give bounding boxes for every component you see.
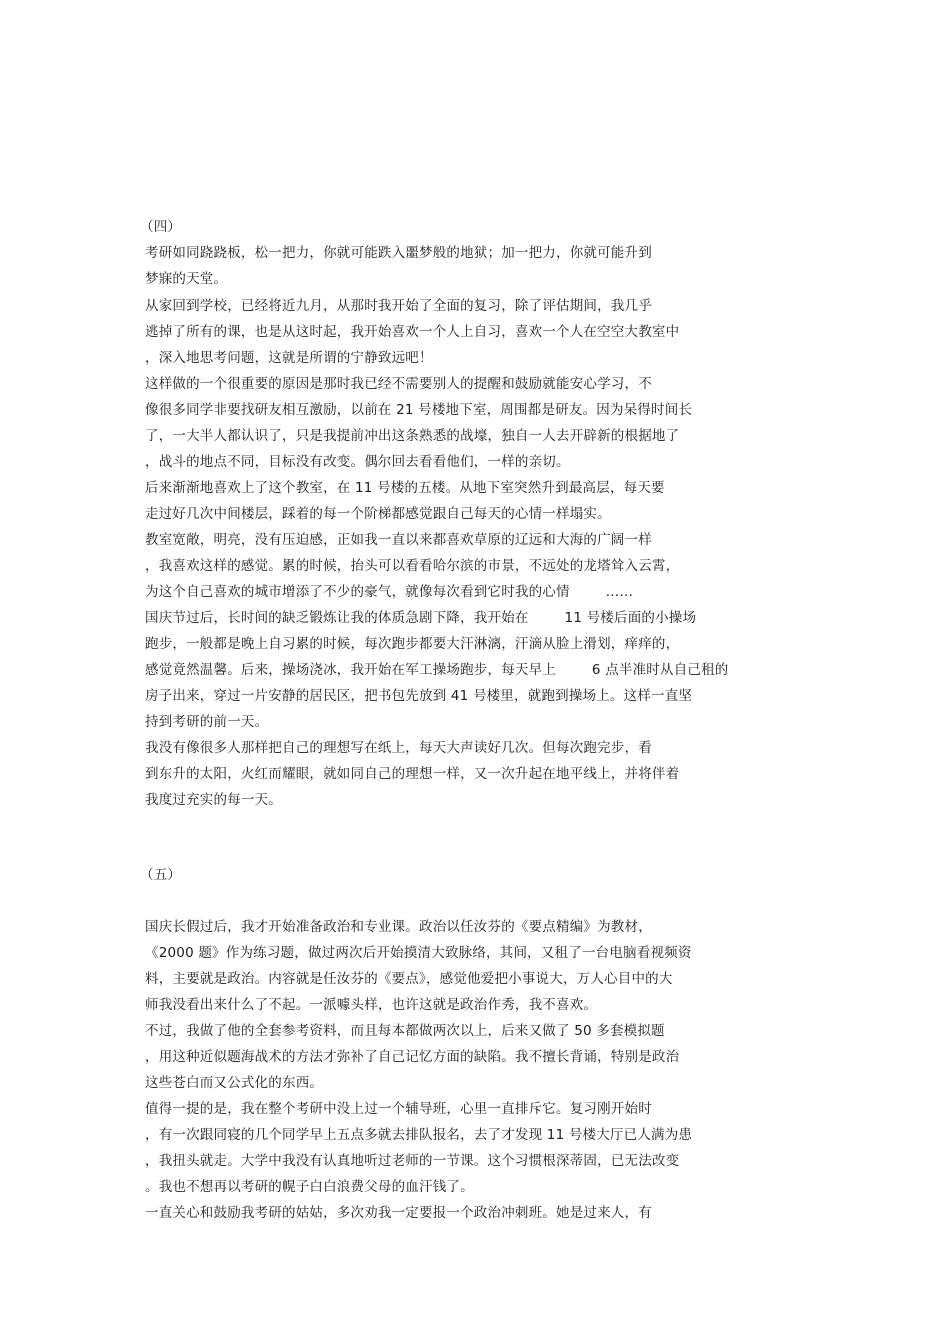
paragraph-line: 后来渐渐地喜欢上了这个教室，在 11 号楼的五楼。从地下室突然升到最高层，每天要 — [145, 480, 665, 496]
paragraph-line: 这样做的一个很重要的原因是那时我已经不需要别人的提醒和鼓励就能安心学习，不 — [145, 376, 652, 392]
paragraph-line: 感觉竟然温馨。后来，操场浇冰，我开始在军工操场跑步，每天早上 6 点半准时从自己租的 — [145, 662, 729, 678]
paragraph-line: 。我也不想再以考研的幌子白白浪费父母的血汗钱了。 — [145, 1179, 474, 1195]
paragraph-line: ，我喜欢这样的感觉。累的时候，抬头可以看看哈尔滨的市景，不远处的龙塔耸入云霄， — [145, 558, 680, 574]
paragraph-line: 逃掉了所有的课，也是从这时起，我开始喜欢一个人上自习，喜欢一个人在空空大教室中 — [145, 324, 680, 340]
paragraph-line: ，用这种近似题海战术的方法才弥补了自己记忆方面的缺陷。我不擅长背诵，特别是政治 — [145, 1049, 680, 1065]
paragraph-line: 我没有像很多人那样把自己的理想写在纸上，每天大声读好几次。但每次跑完步，看 — [145, 740, 652, 756]
paragraph-line: 持到考研的前一天。 — [145, 714, 269, 730]
paragraph-line: 我度过充实的每一天。 — [145, 792, 282, 808]
paragraph-line: 国庆节过后，长时间的缺乏锻炼让我的体质急剧下降，我开始在 11 号楼后面的小操场 — [145, 610, 697, 626]
paragraph-line: 房子出来，穿过一片安静的居民区，把书包先放到 41 号楼里，就跑到操场上。这样一直坚 — [145, 688, 693, 704]
paragraph-line: 值得一提的是，我在整个考研中没上过一个辅导班，心里一直排斥它。复习刚开始时 — [145, 1101, 652, 1117]
section-four-heading: （四） — [140, 219, 182, 235]
paragraph-line: 一直关心和鼓励我考研的姑姑，多次劝我一定要报一个政治冲刺班。她是过来人，有 — [145, 1205, 652, 1221]
paragraph-line: 为这个自己喜欢的城市增添了不少的豪气，就像每次看到它时我的心情 …… — [145, 584, 634, 600]
paragraph-line: ，有一次跟同寝的几个同学早上五点多就去排队报名，去了才发现 11 号楼大厅已人满为患 — [145, 1127, 693, 1143]
paragraph-line: 到东升的太阳，火红而耀眼，就如同自己的理想一样，又一次升起在地平线上，并将伴着 — [145, 766, 680, 782]
paragraph-line: ，我扭头就走。大学中我没有认真地听过老师的一节课。这个习惯根深蒂固，已无法改变 — [145, 1153, 680, 1169]
paragraph-line: 教室宽敞，明亮，没有压迫感，正如我一直以来都喜欢草原的辽远和大海的广阔一样 — [145, 532, 652, 548]
paragraph-line: 梦寐的天堂。 — [145, 271, 228, 287]
paragraph-line: ，战斗的地点不同，目标没有改变。偶尔回去看看他们，一样的亲切。 — [145, 454, 570, 470]
paragraph-line: 像很多同学非要找研友相互激励，以前在 21 号楼地下室，周围都是研友。因为呆得时间长 — [145, 402, 693, 418]
paragraph-line: 师我没看出来什么了不起。一派噱头样，也许这就是政治作秀，我不喜欢。 — [145, 997, 598, 1013]
paragraph-line: 跑步，一般都是晚上自习累的时候，每次跑步都要大汗淋漓，汗滴从脸上滑划，痒痒的， — [145, 636, 680, 652]
paragraph-line: 国庆长假过后，我才开始准备政治和专业课。政治以任汝芬的《要点精编》为教材， — [145, 919, 652, 935]
paragraph-line: 《2000 题》作为练习题，做过两次后开始摸清大致脉络，其间，又租了一台电脑看视频资 — [145, 945, 692, 961]
paragraph-line: 了，一大半人都认识了，只是我提前冲出这条熟悉的战壕，独自一人去开辟新的根据地了 — [145, 428, 680, 444]
paragraph-line: 从家回到学校，已经将近九月，从那时我开始了全面的复习，除了评估期间，我几乎 — [145, 298, 652, 314]
paragraph-line: 不过，我做了他的全套参考资料，而且每本都做两次以上，后来又做了 50 多套模拟题 — [145, 1023, 665, 1039]
paragraph-line: 料，主要就是政治。内容就是任汝芬的《要点》，感觉他爱把小事说大，万人心目中的大 — [145, 971, 673, 987]
paragraph-line: 这些苍白而又公式化的东西。 — [145, 1075, 324, 1091]
paragraph-line: ，深入地思考问题，这就是所谓的宁静致远吧！ — [145, 350, 433, 366]
paragraph-line: 考研如同跷跷板，松一把力，你就可能跌入噩梦般的地狱；加一把力，你就可能升到 — [145, 245, 652, 261]
section-five-heading: （五） — [140, 867, 182, 883]
paragraph-line: 走过好几次中间楼层，踩着的每一个阶梯都感觉跟自己每天的心情一样塌实。 — [145, 506, 611, 522]
